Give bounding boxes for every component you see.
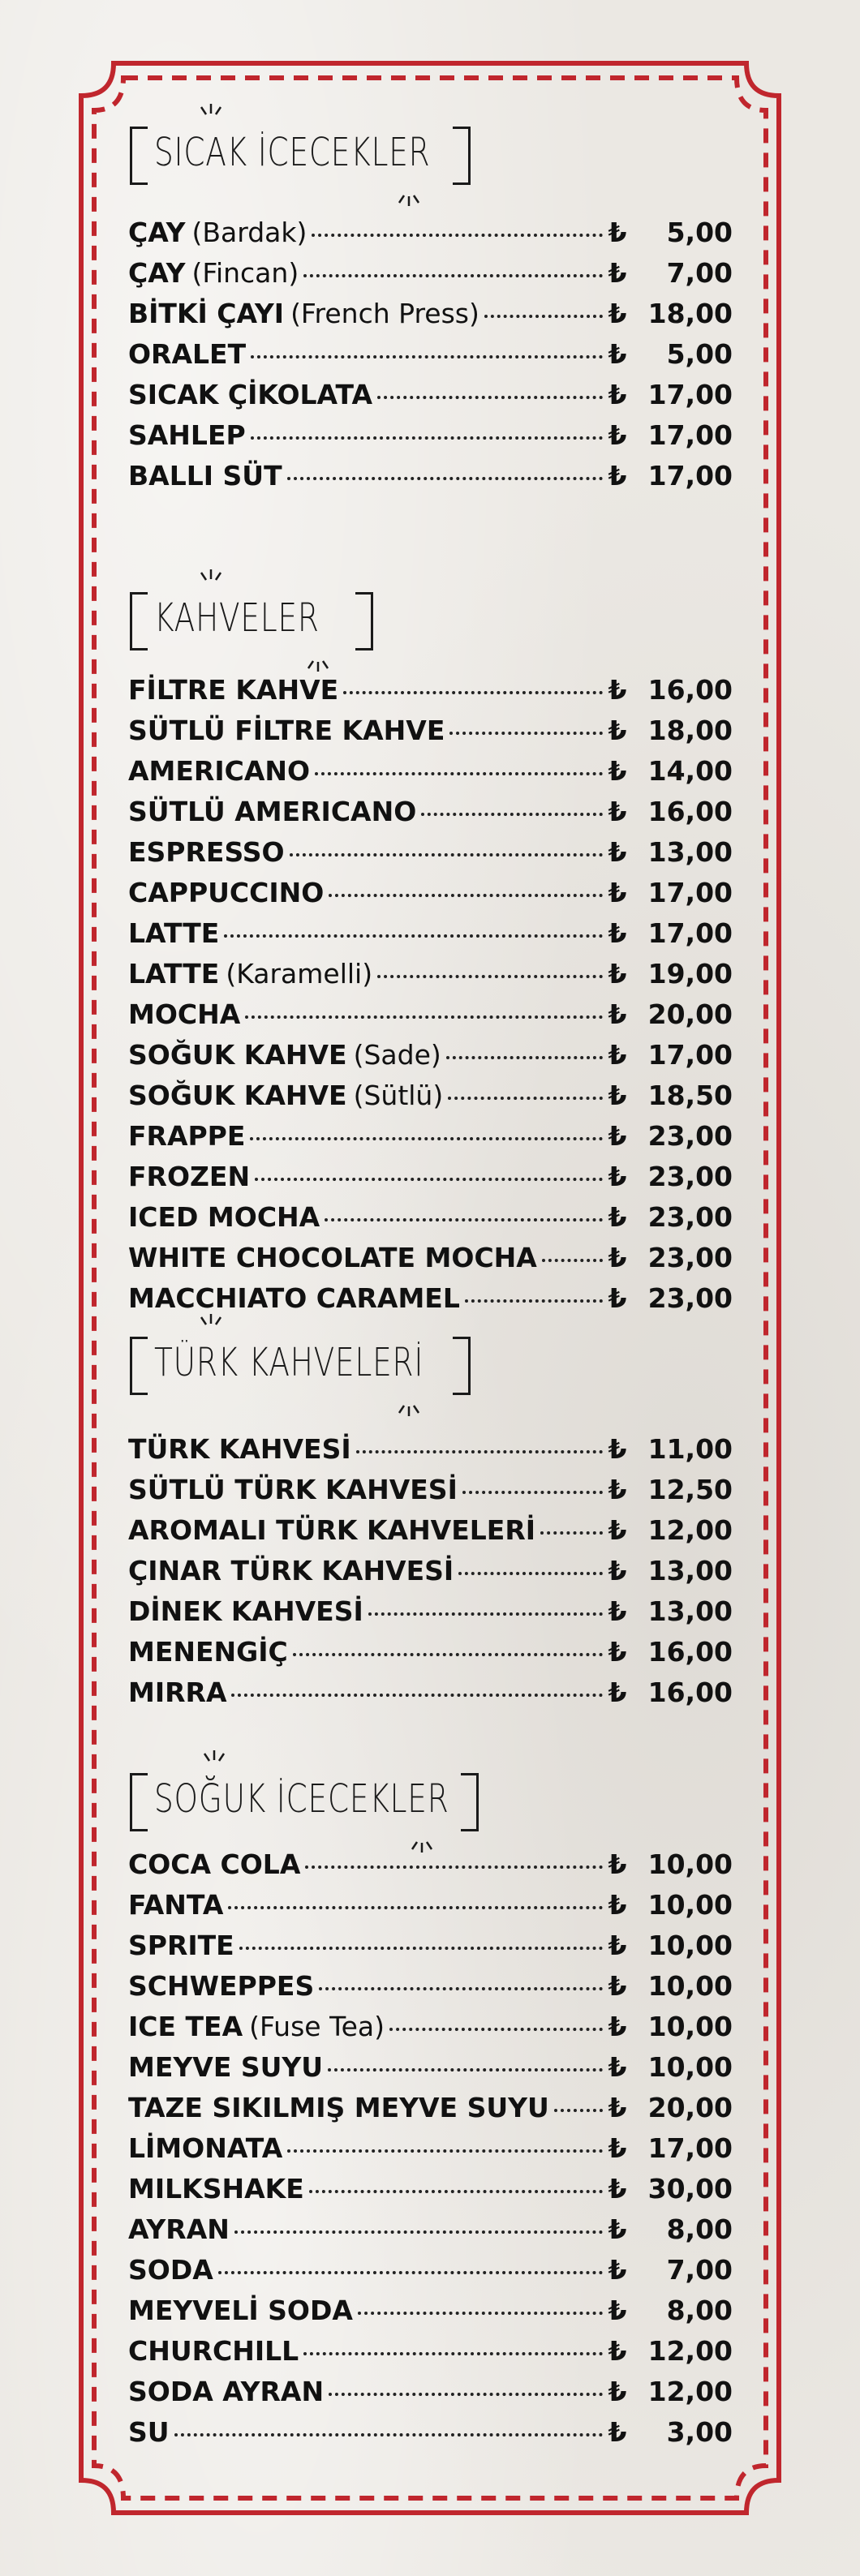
item-price: 23,00	[647, 1120, 733, 1152]
menu-item	[128, 873, 733, 913]
item-price: 23,00	[647, 1282, 733, 1314]
currency-symbol: ₺	[608, 1636, 627, 1668]
menu-item	[128, 1551, 733, 1591]
dot-leader	[309, 2190, 603, 2193]
dot-leader	[250, 1137, 603, 1140]
dot-leader	[377, 975, 603, 978]
item-price: 10,00	[647, 2011, 733, 2042]
dot-leader	[484, 315, 603, 318]
currency-symbol: ₺	[608, 257, 627, 289]
currency-symbol: ₺	[608, 217, 627, 248]
menu-item	[128, 1429, 733, 1470]
item-price: 16,00	[647, 1677, 733, 1708]
dot-leader	[329, 2393, 603, 2396]
currency-symbol: ₺	[608, 2092, 627, 2123]
currency-symbol: ₺	[608, 715, 627, 746]
dot-leader	[358, 2312, 603, 2315]
item-price: 20,00	[647, 2092, 733, 2123]
menu-item	[128, 1197, 733, 1238]
item-name: LATTE	[128, 917, 220, 949]
right-bracket	[355, 592, 373, 650]
menu-list-sicak-icecekler	[128, 213, 733, 496]
item-price: 20,00	[647, 998, 733, 1030]
currency-symbol: ₺	[608, 2051, 627, 2083]
item-name: WHITE CHOCOLATE MOCHA	[128, 1242, 537, 1273]
dot-leader	[287, 477, 603, 480]
currency-symbol: ₺	[608, 1120, 627, 1152]
currency-symbol: ₺	[608, 1242, 627, 1273]
item-name: SODA	[128, 2254, 213, 2286]
menu-item	[128, 670, 733, 711]
currency-symbol: ₺	[608, 1930, 627, 1961]
item-name: AYRAN	[128, 2213, 230, 2245]
dot-leader	[293, 1653, 603, 1656]
sparkle-icon	[393, 1393, 425, 1418]
menu-item	[128, 1075, 733, 1116]
item-note: (Fuse Tea)	[249, 2011, 385, 2042]
item-note: (Karamelli)	[226, 958, 373, 990]
dot-leader	[287, 2149, 603, 2153]
sparkle-icon	[195, 102, 227, 127]
item-name: TAZE SIKILMIŞ MEYVE SUYU	[128, 2092, 549, 2123]
dot-leader	[554, 2109, 603, 2112]
right-bracket	[453, 127, 471, 185]
dot-leader	[315, 772, 603, 775]
dot-leader	[462, 1491, 603, 1494]
dot-leader	[228, 1906, 603, 1909]
dot-leader	[389, 2028, 603, 2031]
menu-item	[128, 832, 733, 873]
item-price: 5,00	[666, 217, 733, 248]
item-note: (French Press)	[290, 298, 479, 329]
dot-leader	[377, 396, 603, 399]
dot-leader	[245, 1015, 603, 1019]
currency-symbol: ₺	[608, 1555, 627, 1586]
item-name: SOĞUK KAHVE	[128, 1080, 347, 1111]
item-name: MENENGİÇ	[128, 1636, 288, 1668]
item-name: AMERICANO	[128, 755, 311, 787]
item-price: 17,00	[647, 419, 733, 451]
currency-symbol: ₺	[608, 1039, 627, 1071]
item-name: SPRITE	[128, 1930, 234, 1961]
item-name: FİLTRE KAHVE	[128, 674, 339, 706]
left-bracket	[130, 1773, 148, 1831]
dot-leader	[329, 894, 603, 897]
menu-item	[128, 1885, 733, 1926]
item-name: CHURCHILL	[128, 2335, 299, 2367]
item-price: 16,00	[647, 796, 733, 827]
item-name: FRAPPE	[128, 1120, 246, 1152]
menu-item	[128, 2047, 733, 2088]
dot-leader	[305, 1865, 603, 1869]
menu-item	[128, 375, 733, 415]
item-name: ICE TEA	[128, 2011, 243, 2042]
item-name: LATTE	[128, 958, 220, 990]
currency-symbol: ₺	[608, 877, 627, 908]
item-price: 8,00	[666, 2213, 733, 2245]
item-price: 11,00	[647, 1433, 733, 1465]
section-title: SICAK İCECEKLER	[154, 130, 431, 175]
sparkle-icon	[195, 568, 227, 592]
currency-symbol: ₺	[608, 836, 627, 868]
item-price: 7,00	[666, 257, 733, 289]
menu-list-soguk-icecekler	[128, 1844, 733, 2453]
menu-item	[128, 1278, 733, 1319]
currency-symbol: ₺	[608, 1677, 627, 1708]
currency-symbol: ₺	[608, 1848, 627, 1880]
dot-leader	[234, 2230, 603, 2234]
currency-symbol: ₺	[608, 379, 627, 410]
item-name: COCA COLA	[128, 1848, 301, 1880]
item-name: ORALET	[128, 338, 247, 370]
item-name: MEYVE SUYU	[128, 2051, 324, 2083]
dot-leader	[231, 1694, 603, 1697]
item-note: (Bardak)	[191, 217, 307, 248]
menu-item	[128, 1591, 733, 1632]
dot-leader	[303, 274, 603, 277]
item-price: 10,00	[647, 1889, 733, 1921]
currency-symbol: ₺	[608, 1433, 627, 1465]
currency-symbol: ₺	[608, 1161, 627, 1192]
currency-symbol: ₺	[608, 1201, 627, 1233]
item-price: 8,00	[666, 2295, 733, 2326]
currency-symbol: ₺	[608, 2132, 627, 2164]
item-price: 17,00	[647, 460, 733, 492]
item-price: 5,00	[666, 338, 733, 370]
dot-leader	[368, 1612, 603, 1616]
menu-item	[128, 1238, 733, 1278]
item-price: 16,00	[647, 674, 733, 706]
menu-item	[128, 1157, 733, 1197]
menu-item	[128, 2088, 733, 2128]
item-price: 13,00	[647, 1555, 733, 1586]
item-price: 12,00	[647, 1514, 733, 1546]
item-name: MACCHIATO CARAMEL	[128, 1282, 460, 1314]
menu-item	[128, 2209, 733, 2250]
currency-symbol: ₺	[608, 917, 627, 949]
item-price: 17,00	[647, 1039, 733, 1071]
item-name: ESPRESSO	[128, 836, 285, 868]
item-price: 10,00	[647, 1848, 733, 1880]
item-price: 17,00	[647, 877, 733, 908]
menu-item	[128, 994, 733, 1035]
item-price: 23,00	[647, 1161, 733, 1192]
currency-symbol: ₺	[608, 958, 627, 990]
currency-symbol: ₺	[608, 1889, 627, 1921]
item-note: (Sade)	[353, 1039, 441, 1071]
dot-leader	[239, 1947, 603, 1950]
sparkle-icon	[393, 183, 425, 208]
item-name: BALLI SÜT	[128, 460, 282, 492]
currency-symbol: ₺	[608, 1595, 627, 1627]
menu-item	[128, 2128, 733, 2169]
menu-item	[128, 2412, 733, 2453]
currency-symbol: ₺	[608, 1282, 627, 1314]
item-name: LİMONATA	[128, 2132, 283, 2164]
item-name: BİTKİ ÇAYI	[128, 298, 285, 329]
menu-item	[128, 1035, 733, 1075]
item-name: SU	[128, 2416, 170, 2448]
currency-symbol: ₺	[608, 338, 627, 370]
dot-leader	[325, 1218, 603, 1221]
menu-item	[128, 2331, 733, 2372]
currency-symbol: ₺	[608, 796, 627, 827]
menu-item	[128, 792, 733, 832]
item-price: 16,00	[647, 1636, 733, 1668]
item-price: 3,00	[666, 2416, 733, 2448]
item-price: 30,00	[647, 2173, 733, 2205]
item-name: ÇAY	[128, 217, 186, 248]
item-price: 13,00	[647, 836, 733, 868]
item-name: MEYVELİ SODA	[128, 2295, 353, 2326]
left-bracket	[130, 127, 148, 185]
menu-item	[128, 213, 733, 253]
currency-symbol: ₺	[608, 2213, 627, 2245]
menu-item	[128, 334, 733, 375]
currency-symbol: ₺	[608, 2295, 627, 2326]
item-name: SÜTLÜ AMERICANO	[128, 796, 417, 827]
item-name: AROMALI TÜRK KAHVELERİ	[128, 1514, 536, 1546]
dot-leader	[290, 853, 603, 857]
menu-item	[128, 1510, 733, 1551]
item-name: SICAK ÇİKOLATA	[128, 379, 372, 410]
menu-item	[128, 751, 733, 792]
item-name: DİNEK KAHVESİ	[128, 1595, 363, 1627]
item-name: TÜRK KAHVESİ	[128, 1433, 351, 1465]
dot-leader	[224, 934, 603, 938]
currency-symbol: ₺	[608, 2011, 627, 2042]
item-price: 18,00	[647, 298, 733, 329]
item-price: 23,00	[647, 1242, 733, 1273]
menu-item	[128, 1116, 733, 1157]
menu-item	[128, 253, 733, 294]
item-note: (Sütlü)	[353, 1080, 444, 1111]
currency-symbol: ₺	[608, 2376, 627, 2407]
currency-symbol: ₺	[608, 674, 627, 706]
currency-symbol: ₺	[608, 1514, 627, 1546]
item-name: FROZEN	[128, 1161, 251, 1192]
menu-item	[128, 294, 733, 334]
menu-item	[128, 1844, 733, 1885]
menu-list-kahveler	[128, 670, 733, 1319]
menu-item	[128, 711, 733, 751]
item-price: 10,00	[647, 1930, 733, 1961]
menu-item	[128, 1926, 733, 1966]
section-title: SOĞUK İCECEKLER	[154, 1776, 449, 1822]
left-bracket	[130, 1337, 148, 1395]
dot-leader	[465, 1299, 603, 1303]
menu-list-turk-kahveleri	[128, 1429, 733, 1713]
dot-leader	[343, 691, 603, 694]
dot-leader	[356, 1450, 603, 1453]
dot-leader	[218, 2271, 603, 2274]
currency-symbol: ₺	[608, 2416, 627, 2448]
currency-symbol: ₺	[608, 1474, 627, 1505]
item-name: SÜTLÜ FİLTRE KAHVE	[128, 715, 445, 746]
item-name: MILKSHAKE	[128, 2173, 304, 2205]
section-title: KAHVELER	[154, 595, 320, 641]
dot-leader	[312, 234, 603, 237]
menu-item	[128, 2290, 733, 2331]
currency-symbol: ₺	[608, 419, 627, 451]
menu-item	[128, 2372, 733, 2412]
item-name: SCHWEPPES	[128, 1970, 315, 2002]
dot-leader	[448, 1097, 603, 1100]
currency-symbol: ₺	[608, 755, 627, 787]
item-price: 12,00	[647, 2335, 733, 2367]
item-price: 18,50	[647, 1080, 733, 1111]
item-price: 10,00	[647, 1970, 733, 2002]
currency-symbol: ₺	[608, 1080, 627, 1111]
currency-symbol: ₺	[608, 2173, 627, 2205]
currency-symbol: ₺	[608, 998, 627, 1030]
item-price: 12,00	[647, 2376, 733, 2407]
dot-leader	[251, 436, 603, 440]
menu-item	[128, 1672, 733, 1713]
menu-item	[128, 2169, 733, 2209]
dot-leader	[174, 2433, 603, 2436]
item-price: 17,00	[647, 917, 733, 949]
left-bracket	[130, 592, 148, 650]
dot-leader	[458, 1572, 603, 1575]
currency-symbol: ₺	[608, 2254, 627, 2286]
menu-item	[128, 913, 733, 954]
right-bracket	[461, 1773, 479, 1831]
menu-item	[128, 456, 733, 496]
item-name: FANTA	[128, 1889, 224, 1921]
menu-item	[128, 2250, 733, 2290]
dot-leader	[303, 2352, 603, 2355]
item-name: ICED MOCHA	[128, 1201, 320, 1233]
item-price: 10,00	[647, 2051, 733, 2083]
dot-leader	[542, 1259, 603, 1262]
dot-leader	[421, 813, 603, 816]
menu-item	[128, 954, 733, 994]
item-name: MOCHA	[128, 998, 241, 1030]
item-name: SÜTLÜ TÜRK KAHVESİ	[128, 1474, 458, 1505]
menu-item	[128, 2007, 733, 2047]
item-name: CAPPUCCINO	[128, 877, 325, 908]
item-price: 18,00	[647, 715, 733, 746]
item-name: MIRRA	[128, 1677, 227, 1708]
menu-item	[128, 415, 733, 456]
item-name: SAHLEP	[128, 419, 246, 451]
item-price: 13,00	[647, 1595, 733, 1627]
section-header-kahveler	[130, 577, 373, 667]
currency-symbol: ₺	[608, 298, 627, 329]
dot-leader	[540, 1531, 603, 1535]
item-price: 14,00	[647, 755, 733, 787]
item-note: (Fincan)	[191, 257, 299, 289]
item-price: 23,00	[647, 1201, 733, 1233]
dot-leader	[449, 732, 603, 735]
menu-item	[128, 1470, 733, 1510]
dot-leader	[255, 1178, 603, 1181]
item-price: 17,00	[647, 2132, 733, 2164]
dot-leader	[446, 1056, 603, 1059]
item-name: ÇINAR TÜRK KAHVESİ	[128, 1555, 454, 1586]
dot-leader	[319, 1987, 603, 1990]
dot-leader	[328, 2068, 603, 2072]
item-name: SOĞUK KAHVE	[128, 1039, 347, 1071]
item-price: 17,00	[647, 379, 733, 410]
menu-item	[128, 1966, 733, 2007]
dot-leader	[251, 355, 603, 358]
item-name: ÇAY	[128, 257, 186, 289]
sparkle-icon	[198, 1749, 230, 1773]
item-price: 12,50	[647, 1474, 733, 1505]
currency-symbol: ₺	[608, 2335, 627, 2367]
item-price: 7,00	[666, 2254, 733, 2286]
currency-symbol: ₺	[608, 460, 627, 492]
item-price: 19,00	[647, 958, 733, 990]
section-title: TÜRK KAHVELERİ	[154, 1340, 424, 1385]
currency-symbol: ₺	[608, 1970, 627, 2002]
item-name: SODA AYRAN	[128, 2376, 325, 2407]
right-bracket	[453, 1337, 471, 1395]
menu-item	[128, 1632, 733, 1672]
